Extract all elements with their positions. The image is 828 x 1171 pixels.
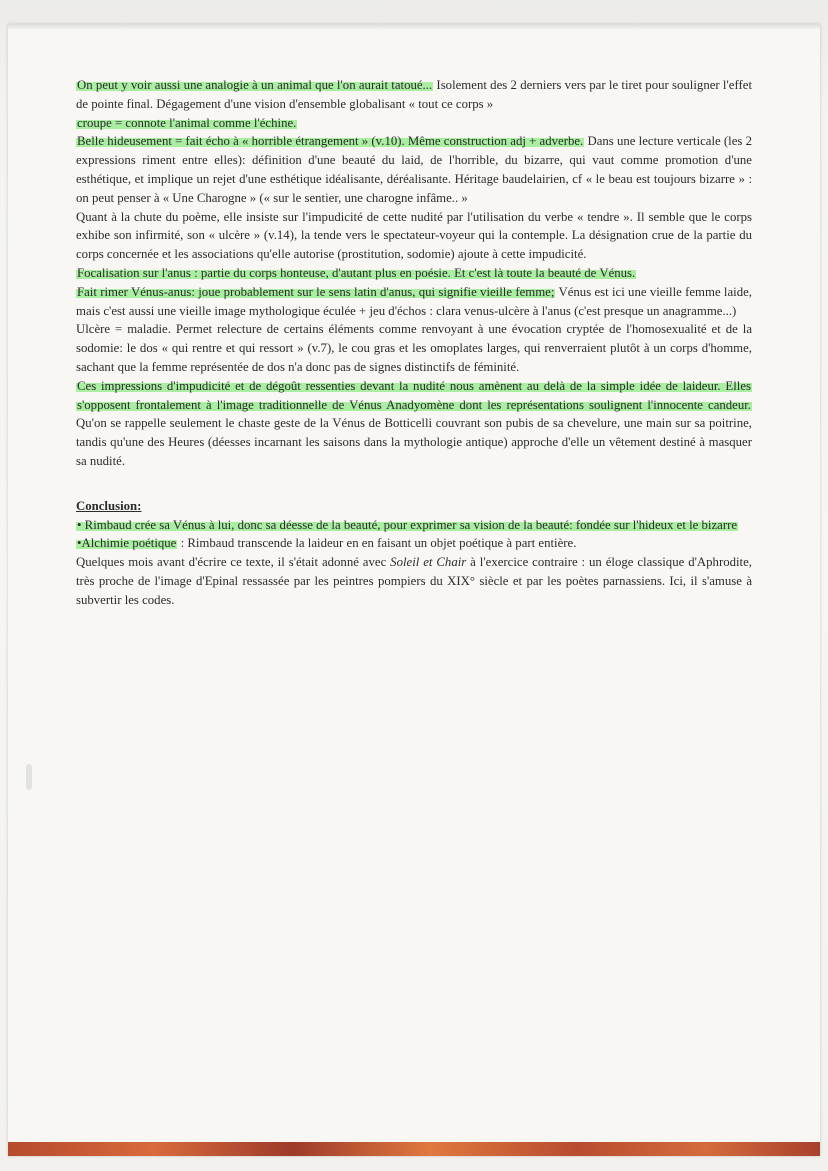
- highlighted-text: Belle hideusement = fait écho à « horrible étrangement » (v.10). Même construction adj + adverbe.: [77, 134, 584, 149]
- paragraph-8: [76, 377, 752, 471]
- highlighted-text: Ces impressions d'impudicité et de dégoût ressenties devant la nudité nous amènent au delà de la simple idée de laideur. Elles s'opposent frontalement à l'image traditionnelle de Vénus Anadyomène dont les représentations soulignent l'innocente candeur.: [77, 378, 751, 412]
- conclusion-item-1: [76, 516, 752, 535]
- italic-title: Soleil et Chair: [390, 555, 467, 570]
- document-content: [76, 76, 752, 610]
- body-text: Ulcère = maladie. Permet relecture de certains éléments comme renvoyant à une évocation cryptée de l'homosexualité et de la sodomie: le dos « qui rentre et qui ressort » (v.7), le cou gras et les omoplates larges, qui renverraient plutôt à un corps d'homme, sachant que la femme représentée de dos n'a donc pas de signes distinctifs de féminité.: [76, 322, 752, 374]
- body-text: Quelques mois avant d'écrire ce texte, il s'était adonné avec: [76, 555, 391, 570]
- paragraph-1: [76, 76, 752, 114]
- paragraph-6: [76, 283, 752, 321]
- bottom-strip: [8, 1142, 820, 1156]
- body-text: à l'exercice contraire : un éloge classique d'Aphrodite, très proche de l'image d'Epinal ressassée par les peintres pompiers du XIX° siècle et par les poètes parnassiens. Ici, il s'amuse à subvertir les codes.: [76, 555, 752, 607]
- conclusion-title: Conclusion:: [76, 498, 142, 513]
- body-text: Vénus est ici une vieille femme laide, mais c'est aussi une vieille image mythologique éculée + jeu d'échos : clara venus-ulcère à l'anus (c'est presque un anagramme...): [76, 284, 752, 318]
- highlighted-text: Focalisation sur l'anus : partie du corps honteuse, d'autant plus en poésie. Et c'est là toute la beauté de Vénus.: [77, 265, 636, 280]
- highlighted-text: • Rimbaud crée sa Vénus à lui, donc sa déesse de la beauté, pour exprimer sa vision de la beauté: fondée sur l'hideux et le bizarre: [77, 517, 738, 532]
- body-text: Quant à la chute du poème, elle insiste sur l'impudicité de cette nudité par l'utilisation du verbe « tendre ». Il semble que le corps exhibe son infirmité, son « ulcère » (v.14), la tende vers le spectateur-voyeur qui la contemple. La désignation crue de la partie du corps concernée et les associations qu'elle autorise (prostitution, sodomie) ajoute à cette impudicité.: [76, 209, 752, 262]
- top-crease: [8, 24, 820, 30]
- highlighted-text: •Alchimie poétique: [77, 536, 177, 551]
- body-text: Dans une lecture verticale (les 2 expressions riment entre elles): définition d'une beauté du laid, de l'horrible, du bizarre, qui vaut comme promotion d'une esthétique, et implique un rejet d'une esthétique idéalisante, déréalisante. Héritage baudelairien, cf « le beau est toujours bizarre » : on peut penser à « Une Charogne » (« sur le sentier, une charogne infâme.. »: [76, 134, 753, 205]
- paragraph-3: [76, 132, 752, 207]
- conclusion-item-2: [76, 534, 752, 553]
- conclusion-item-3: [76, 553, 752, 609]
- spacer: [76, 471, 752, 497]
- margin-mark: [26, 764, 32, 790]
- highlighted-text: Fait rimer Vénus-anus: joue probablement sur le sens latin d'anus, qui signifie vieille femme;: [77, 284, 555, 299]
- body-text: Isolement des 2 derniers vers par le tiret pour souligner l'effet de pointe final. Dégagement d'une vision d'ensemble globalisant « tout ce corps »: [76, 78, 753, 111]
- body-text: : Rimbaud transcende la laideur en en faisant un objet poétique à part entière.: [177, 536, 577, 551]
- highlighted-text: croupe = connote l'animal comme l'échine.: [77, 115, 297, 130]
- highlighted-text: On peut y voir aussi une analogie à un animal que l'on aurait tatoué...: [77, 78, 433, 92]
- paragraph-7: [76, 320, 752, 376]
- paragraph-2: [76, 114, 752, 133]
- paragraph-4: [76, 208, 752, 264]
- paragraph-5: [76, 264, 752, 283]
- body-text: Qu'on se rappelle seulement le chaste geste de la Vénus de Botticelli couvrant son pubis de sa chevelure, une main sur sa poitrine, tandis qu'une des Heures (déesses incarnant les saisons dans la mythologie antique) approche d'elle un vêtement destiné à masquer sa nudité.: [76, 416, 752, 468]
